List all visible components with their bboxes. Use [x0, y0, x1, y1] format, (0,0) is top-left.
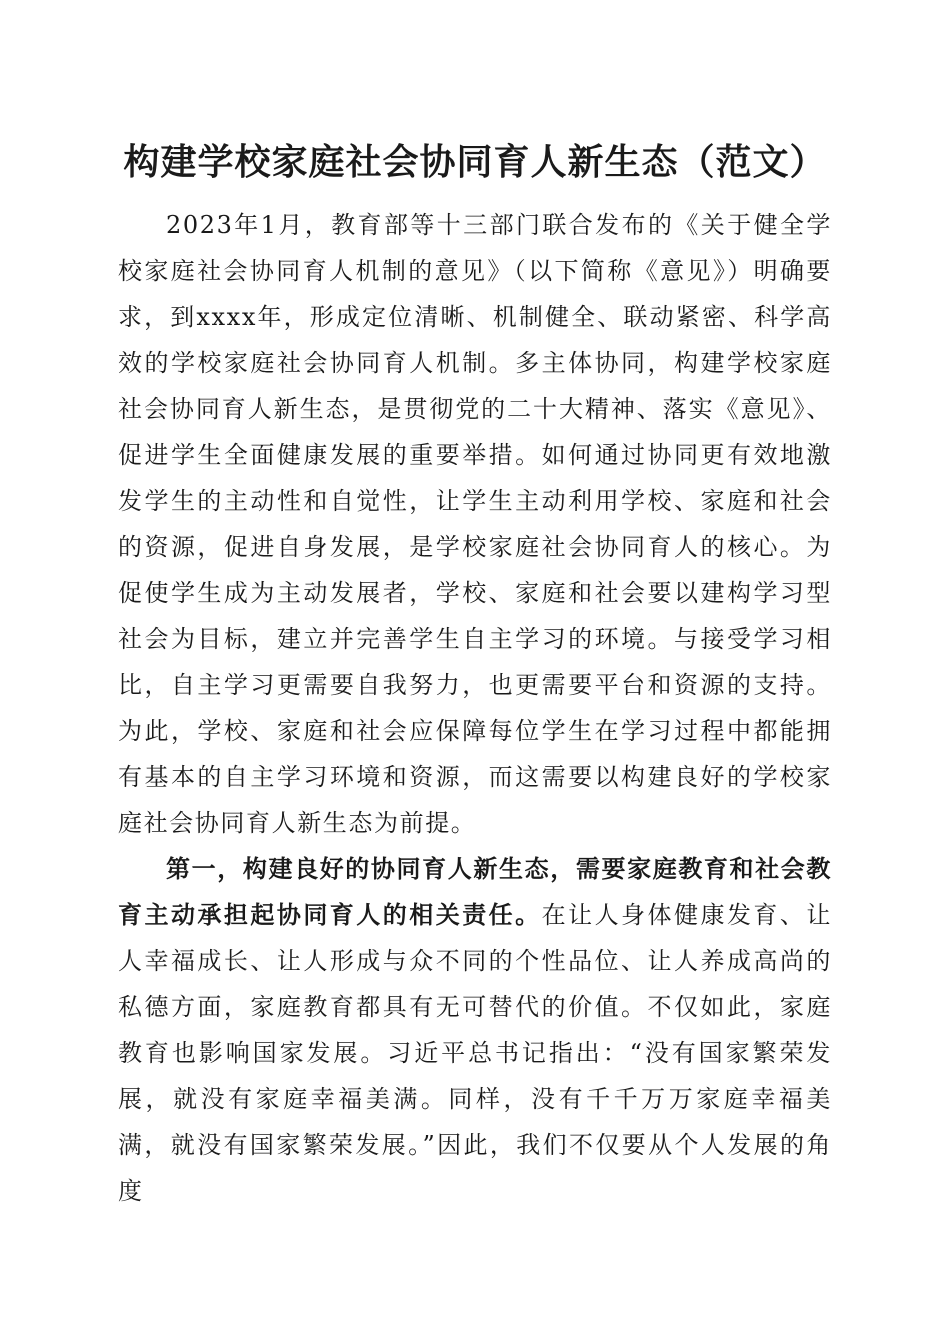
- paragraph-first-point: [118, 846, 832, 1214]
- document-body: [118, 202, 832, 1214]
- paragraph-text: 2023年1月，教育部等十三部门联合发布的《关于健全学校家庭社会协同育人机制的意见》（以下简称《意见》）明确要求，到xxxx年，形成定位清晰、机制健全、联动紧密、科学高效的学校家庭社会协同育人机制。多主体协同，构建学校家庭社会协同育人新生态，是贯彻党的二十大精神、落实《意见》、促进学生全面健康发展的重要举措。如何通过协同更有效地激发学生的主动性和自觉性，让学生主动利用学校、家庭和社会的资源，促进自身发展，是学校家庭社会协同育人的核心。为促使学生成为主动发展者，学校、家庭和社会要以建构学习型社会为目标，建立并完善学生自主学习的环境。与接受学习相比，自主学习更需要自我努力，也更需要平台和资源的支持。为此，学校、家庭和社会应保障每位学生在学习过程中都能拥有基本的自主学习环境和资源，而这需要以构建良好的学校家庭社会协同育人新生态为前提。: [118, 211, 832, 837]
- paragraph-intro: [118, 202, 832, 846]
- paragraph-text: 在让人身体健康发育、让人幸福成长、让人形成与众不同的个性品位、让人养成高尚的私德方面，家庭教育都具有无可替代的价值。不仅如此，家庭教育也影响国家发展。习近平总书记指出：“没有国家繁荣发展，就没有家庭幸福美满。同样，没有千千万万家庭幸福美满，就没有国家繁荣发展。”因此，我们不仅要从个人发展的角度: [118, 901, 832, 1205]
- document-title: 构建学校家庭社会协同育人新生态（范文）: [123, 141, 827, 183]
- paragraph-lead: 第一，构建良好的协同育人新生态，需要家庭教育和社会教育主动承担起协同育人的相关责任。: [118, 854, 832, 929]
